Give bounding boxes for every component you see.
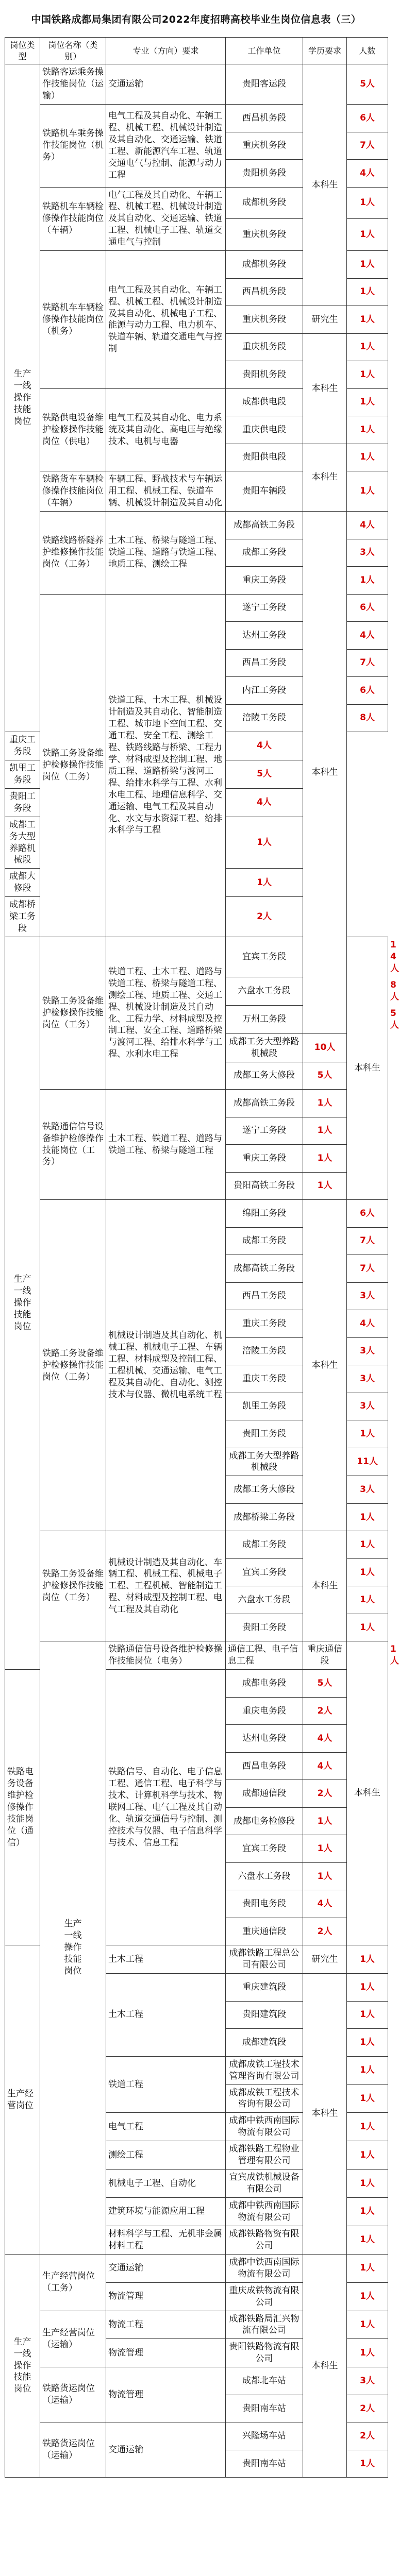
workplace-cell: 贵阳高铁工务段 [226,1172,303,1200]
education-cell: 本科生 [347,1641,388,1945]
count-cell: 1人 [347,2198,388,2226]
count-cell: 1人 [303,1145,347,1173]
workplace-cell: 贵阳建筑段 [226,2001,303,2029]
table-row [5,64,388,105]
table-row [5,1090,388,1117]
table-row [5,1200,388,1228]
specialty-cell: 物流管理 [106,2367,226,2422]
position-name-cell: 铁路供电设备维护检修操作技能岗位（供电） [40,388,106,471]
count-cell: 5人 [303,1670,347,1698]
workplace-cell: 遂宁工务段 [226,594,303,622]
workplace-cell: 重庆工务段 [226,1310,303,1338]
workplace-cell: 内江工务段 [226,677,303,705]
workplace-cell: 宜宾工务段 [226,1558,303,1586]
specialty-cell: 机械设计制造及其自动化、车辆工程、机械工程、机械电子工程、工程机械、智能制造工程、材料成型及控制工程、电气工程及其自动化 [106,1531,226,1641]
count-cell: 1人 [347,1558,388,1586]
workplace-cell: 成都高铁工务段 [226,512,303,539]
count-cell: 1人 [347,2141,388,2170]
count-cell: 2人 [303,1697,347,1725]
education-cell: 本科生 [303,1531,347,1641]
count-cell: 6人 [347,105,388,132]
specialty-cell: 土木工程、桥梁与隧道工程、铁道工程、道路与铁道工程、地质工程、测绘工程 [106,512,226,595]
table-row: 生产 一线 操作 技能 岗位 铁路工务设备维护检修操作技能岗位（工务） 铁道工程、土木工程、道路与铁道工程、桥梁与隧道工程、测绘工程、地质工程、交通工程、机械设计制造及其自动化、工程力学、材料成型及控制工程、安全工程、道路桥梁与渡河工程、给排水科学与工程、水利水电工程 宜宾工务段 本科生 14人 [5,937,388,977]
position-name-cell: 铁路通信信号设备维护检修操作技能岗位（工务） [40,1090,106,1200]
count-cell: 1人 [347,2226,388,2254]
count-cell: 1人 [303,1172,347,1200]
workplace-cell: 成都成铁工程技术管理咨询有限公司 [226,2056,303,2084]
count-cell: 4人 [347,160,388,188]
count-cell: 1人 [226,817,303,869]
position-name-cell: 生产经营岗位（工务） [40,2254,106,2311]
count-cell: 1人 [347,219,388,251]
specialty-cell: 通信工程、电子信息工程 [226,1641,303,1670]
workplace-cell: 重庆机务段 [226,333,303,361]
count-cell: 1人 [347,1614,388,1641]
count-cell: 1人 [226,869,303,897]
workplace-cell: 重庆电务段 [226,1697,303,1725]
position-name-cell: 铁路线路桥隧养护维修操作技能岗位（工务） [40,512,106,595]
count-cell: 3人 [347,1393,388,1420]
workplace-cell: 重庆通信段 [303,1641,347,1670]
recruitment-table [5,37,399,2478]
count-cell: 1人 [347,471,388,512]
count-cell: 1人 [347,1974,388,2002]
workplace-cell: 重庆工务段 [226,567,303,595]
workplace-cell: 重庆通信段 [226,1918,303,1945]
workplace-cell: 成都高铁工务段 [226,1090,303,1117]
count-cell: 1人 [347,1503,388,1531]
count-cell: 2人 [303,1918,347,1945]
specialty-cell: 电气工程及其自动化、车辆工程、机械工程、机械设计制造及其自动化、交通运输、铁道工程、新能源汽车工程、轨道交通电气与控制、能源与动力工程 [106,105,226,188]
position-name-cell: 铁路通信信号设备维护检修操作技能岗位（电务） [106,1641,226,1670]
count-cell: 4人 [226,788,303,817]
count-cell: 1人 [347,251,388,279]
table-row [5,512,388,539]
count-cell: 1人 [347,306,388,334]
specialty-cell: 交通运输 [106,64,226,105]
count-cell: 5人 [303,1062,347,1090]
workplace-cell: 重庆工务段 [5,732,40,760]
workplace-cell: 成都工务大修段 [226,1476,303,1504]
count-cell: 6人 [347,677,388,705]
specialty-cell: 交通运输 [106,2422,226,2478]
specialty-cell: 机械设计制造及其自动化、机械工程、机械电子工程、车辆工程、材料成型及控制工程、工程机械、交通运输、电气工程及其自动化、自动化、测控技术与仪器、微机电系统工程 [106,1200,226,1531]
workplace-cell: 成都成铁工程技术咨询有限公司 [226,2084,303,2113]
workplace-cell: 成都机务段 [226,187,303,219]
count-cell: 1人 [347,2450,388,2478]
count-cell: 5人 [226,760,303,788]
workplace-cell: 贵阳南车站 [226,2395,303,2422]
count-cell: 1人 [347,1531,388,1559]
workplace-cell: 贵阳工务段 [226,1420,303,1448]
count-cell: 2人 [347,2395,388,2422]
workplace-cell: 贵阳供电段 [226,444,303,471]
workplace-cell: 六盘水工务段 [226,1862,303,1890]
count-cell: 3人 [347,1476,388,1504]
workplace-cell: 凯里工务段 [5,760,40,788]
count-cell: 4人 [347,622,388,650]
workplace-cell: 成都电务段 [226,1670,303,1698]
table-row [5,2254,388,2282]
count-cell: 3人 [347,1337,388,1365]
table-row: 生产 一线 操作 技能 岗位 铁路通信信号设备维护检修操作技能岗位（电务） 通信工程、电子信息工程 重庆通信段 本科生 1人 [5,1641,388,1670]
education-cell: 本科生 [303,1200,347,1531]
count-cell: 1人 [347,2254,388,2282]
specialty-cell: 铁道工程、土木工程、道路与铁道工程、桥梁与隧道工程、测绘工程、地质工程、交通工程、机械设计制造及其自动化、工程力学、材料成型及控制工程、安全工程、道路桥梁与渡河工程、给排水科学与工程、水利水电工程 [106,937,226,1090]
workplace-cell: 重庆建筑段 [226,1974,303,2002]
count-cell: 6人 [347,594,388,622]
count-cell: 1人 [347,416,388,444]
header-specialty: 专业（方向）要求 [106,38,226,64]
workplace-cell: 绵阳工务段 [226,1200,303,1228]
position-name-cell: 铁路工务设备维护检修操作技能岗位（工务） [40,594,106,937]
workplace-cell: 成都大修段 [5,869,40,897]
count-cell: 1人 [347,2113,388,2141]
count-cell: 2人 [226,897,303,937]
count-cell: 7人 [347,649,388,677]
workplace-cell: 贵阳工务段 [5,788,40,817]
count-cell: 1人 [347,1420,388,1448]
count-cell: 11人 [347,1448,388,1476]
workplace-cell: 西昌机务段 [226,105,303,132]
page-title: 中国铁路成都局集团有限公司2022年度招聘高校毕业生岗位信息表（三） [31,13,361,25]
count-cell: 6人 [347,1200,388,1228]
workplace-cell: 六盘水工务段 [226,1586,303,1614]
count-cell: 1人 [303,1117,347,1145]
workplace-cell: 六盘水工务段 [226,977,303,1005]
workplace-cell: 重庆工务段 [226,1145,303,1173]
specialty-cell: 电气工程 [106,2113,226,2141]
specialty-cell: 建筑环境与能源应用工程 [106,2198,226,2226]
workplace-cell: 成都工务大型养路机械段 [5,817,40,869]
count-cell: 1人 [347,2001,388,2029]
count-cell: 4人 [347,1310,388,1338]
specialty-cell: 土木工程、铁道工程、道路与铁道工程、桥梁与隧道工程 [106,1090,226,1200]
workplace-cell: 成都铁路物资有限公司 [226,2226,303,2254]
count-cell: 3人 [347,1282,388,1310]
count-cell: 1人 [347,333,388,361]
position-name-cell: 铁路机车车辆检修操作技能岗位（机务） [40,251,106,389]
workplace-cell: 贵阳南车站 [226,2450,303,2478]
education-cell: 本科生 [303,64,347,306]
count-cell: 1人 [347,187,388,219]
workplace-cell: 西昌工务段 [226,649,303,677]
education-cell: 研究生 [303,1945,347,1974]
position-name-cell: 铁路工务设备维护检修操作技能岗位（工务） [40,1200,106,1531]
workplace-cell: 贵阳客运段 [226,64,303,105]
count-cell: 7人 [347,1227,388,1255]
count-cell: 7人 [347,1255,388,1283]
table-row: 万州工务段 5人 [5,1005,388,1033]
workplace-cell: 达州电务段 [226,1725,303,1753]
header-workplace: 工作单位 [226,38,303,64]
workplace-cell: 成都铁路局汇兴物流有限公司 [226,2311,303,2339]
workplace-cell: 凯里工务段 [226,1393,303,1420]
count-cell: 1人 [347,2170,388,2198]
count-cell: 3人 [347,1365,388,1393]
position-name-cell: 铁路工务设备维护检修操作技能岗位（工务） [40,937,106,1090]
workplace-cell: 成都工务段 [226,1227,303,1255]
position-name-cell: 铁路货车车辆检修操作技能岗位（车辆） [40,471,106,512]
workplace-cell: 成都电务检修段 [226,1807,303,1835]
count-cell: 1人 [347,567,388,595]
count-cell: 1人 [303,1807,347,1835]
count-cell: 1人 [347,388,388,416]
count-cell: 1人 [347,278,388,306]
workplace-cell: 遂宁工务段 [226,1117,303,1145]
count-cell: 4人 [226,732,303,760]
workplace-cell: 成都桥梁工务段 [226,1503,303,1531]
workplace-cell: 成都中铁西南国际物流有限公司 [226,2198,303,2226]
workplace-cell: 成都工务段 [226,539,303,567]
workplace-cell: 成都通信段 [226,1780,303,1808]
education-cell: 本科生 [303,2254,347,2478]
education-cell: 本科生 [303,1974,347,2255]
count-cell: 4人 [303,1725,347,1753]
workplace-cell: 兴隆场车站 [226,2422,303,2450]
specialty-cell: 物流管理 [106,2282,226,2311]
count-cell: 1人 [347,2029,388,2057]
category-cell: 生产 一线 操作 技能 岗位 [5,937,40,1670]
count-cell: 2人 [347,2422,388,2450]
count-cell: 3人 [347,2367,388,2395]
count-cell: 1人 [347,444,388,471]
workplace-cell: 成都工务大型养路机械段 [226,1033,303,1062]
workplace-cell: 宜宾工务段 [226,937,303,977]
workplace-cell: 涪陵工务段 [226,704,303,732]
workplace-cell: 西昌工务段 [226,1282,303,1310]
workplace-cell: 西昌机务段 [226,278,303,306]
workplace-cell: 涪陵工务段 [226,1337,303,1365]
workplace-cell: 成都高铁工务段 [226,1255,303,1283]
education-cell: 本科生 [303,512,347,1034]
workplace-cell: 宜宾成铁机械设备有限公司 [226,2170,303,2198]
header-position-name: 岗位名称（类别） [40,38,106,64]
workplace-cell: 成都中铁西南国际物流有限公司 [226,2113,303,2141]
position-name-cell: 生产经营岗位 [5,1945,40,2255]
education-cell: 本科生 [303,333,347,444]
count-cell: 1人 [303,1862,347,1890]
workplace-cell: 重庆工务段 [226,1365,303,1393]
workplace-cell: 达州工务段 [226,622,303,650]
workplace-cell: 重庆成铁物流有限公司 [226,2282,303,2311]
workplace-cell: 西昌电务段 [226,1752,303,1780]
header-category: 岗位类型 [5,38,40,64]
workplace-cell: 贵阳机务段 [226,160,303,188]
specialty-cell: 物流管理 [106,2339,226,2367]
count-cell: 4人 [303,1752,347,1780]
specialty-cell: 铁道工程、土木工程、机械设计制造及其自动化、智能制造工程、城市地下空间工程、交通工程、安全工程、测绘工程、铁路线路与桥梁、工程力学、材料成型及控制工程、地质工程、道路桥梁与渡河工程、给排水科学与工程、水利水电工程、地理信息科学、交通运输、电气工程及其自动化、水文与水资源工程、给排水科学与工程 [106,594,226,937]
specialty-cell: 材料科学与工程、无机非金属材料工程 [106,2226,226,2254]
workplace-cell: 成都工务大修段 [226,1062,303,1090]
position-name-cell: 铁路机车车辆检修操作技能岗位（车辆） [40,187,106,251]
specialty-cell: 土木工程 [106,1945,226,1974]
count-cell: 1人 [347,2311,388,2339]
workplace-cell: 贵阳车辆段 [226,471,303,512]
workplace-cell: 成都供电段 [226,388,303,416]
specialty-cell: 电气工程及其自动化、电力系统及其自动化、高电压与绝缘技术、电机与电器 [106,388,226,471]
workplace-cell: 成都铁路工程物业管理有限公司 [226,2141,303,2170]
category-cell: 生产 一线 操作 技能 岗位 [40,1641,106,2254]
position-name-cell: 铁路货运岗位（运输） [40,2367,106,2422]
count-cell: 1人 [347,361,388,389]
header-count: 人数 [347,38,388,64]
category-cell: 生产 一线 操作 技能 岗位 [5,64,40,732]
education-cell: 本科生 [303,444,347,511]
count-cell: 1人 [347,2056,388,2084]
position-name-cell: 铁路工务设备维护检修操作技能岗位（工务） [40,1531,106,1641]
workplace-cell: 重庆机务段 [226,219,303,251]
count-cell: 10人 [303,1033,347,1062]
workplace-cell: 万州工务段 [226,1005,303,1033]
category-cell: 生产 一线 操作 技能 岗位 [5,2254,40,2478]
count-cell: 2人 [303,1780,347,1808]
workplace-cell: 贵阳工务段 [226,1614,303,1641]
header-education: 学历要求 [303,38,347,64]
workplace-cell: 重庆机务段 [226,132,303,160]
specialty-cell: 车辆工程、野战技术与车辆运用工程、机械工程、铁道车辆、机械设计制造及其自动化 [106,471,226,512]
count-cell: 1人 [303,1835,347,1863]
education-cell: 研究生 [303,306,347,334]
count-cell: 1人 [347,1945,388,1974]
specialty-cell: 机械电子工程、自动化 [106,2170,226,2198]
table-row: 六盘水工务段 8人 [5,977,388,1005]
workplace-cell: 贵阳铁路物流有限公司 [226,2339,303,2367]
count-cell: 4人 [347,512,388,539]
workplace-cell: 成都桥梁工务段 [5,897,40,937]
workplace-cell: 成都工务大型养路机械段 [226,1448,303,1476]
workplace-cell: 贵阳机务段 [226,361,303,389]
specialty-cell: 交通运输 [106,2254,226,2282]
count-cell: 3人 [347,539,388,567]
workplace-cell: 成都中铁西南国际物流有限公司 [226,2254,303,2282]
count-cell: 1人 [347,1586,388,1614]
position-name-cell: 铁路客运乘务操作技能岗位（运输） [40,64,106,105]
workplace-cell: 重庆供电段 [226,416,303,444]
table-row [5,1531,388,1559]
table-header-row [5,38,388,64]
count-cell: 1人 [347,2339,388,2367]
count-cell: 8人 [347,704,388,732]
education-cell: 本科生 [347,937,388,1200]
count-cell: 4人 [303,1890,347,1918]
workplace-cell: 宜宾工务段 [226,1835,303,1863]
count-cell: 5人 [347,64,388,105]
count-cell: 7人 [347,132,388,160]
specialty-cell: 电气工程及其自动化、车辆工程、机械工程、机械设计制造及其自动化、机械电子工程、能源与动力工程、电力机车、铁道车辆、轨道交通电气与控制 [106,251,226,389]
specialty-cell: 铁道工程 [106,2056,226,2113]
workplace-cell: 成都北车站 [226,2367,303,2395]
workplace-cell: 贵阳电务段 [226,1890,303,1918]
specialty-cell: 铁路信号、自动化、电子信息工程、通信工程、电子科学与技术、计算机科学与技术、物联网工程、电气工程及其自动化、轨道交通信号与控制、测控技术与仪器、电子信息科学与技术、信息工程 [106,1670,226,1945]
position-name-cell: 生产经营岗位（运输） [40,2311,106,2367]
workplace-cell: 重庆机务段 [226,306,303,334]
count-cell: 1人 [347,2084,388,2113]
workplace-cell: 成都机务段 [226,251,303,279]
count-cell: 1人 [347,2282,388,2311]
count-cell: 1人 [303,1090,347,1117]
position-name-cell: 铁路电务设备维护检修操作技能岗位（通信） [5,1670,40,1945]
specialty-cell: 土木工程 [106,1974,226,2057]
position-name-cell: 铁路货运岗位（运输） [40,2422,106,2478]
position-name-cell: 铁路机车乘务操作技能岗位（机务） [40,105,106,188]
specialty-cell: 物流工程 [106,2311,226,2339]
workplace-cell: 成都铁路工程总公司有限公司 [226,1945,303,1974]
specialty-cell: 电气工程及其自动化、车辆工程、机械工程、机械设计制造及其自动化、交通运输、铁道工程、机械电子工程、轨道交通电气与控制 [106,187,226,251]
specialty-cell: 测绘工程 [106,2141,226,2170]
workplace-cell: 成都建筑段 [226,2029,303,2057]
workplace-cell: 成都工务段 [226,1531,303,1559]
